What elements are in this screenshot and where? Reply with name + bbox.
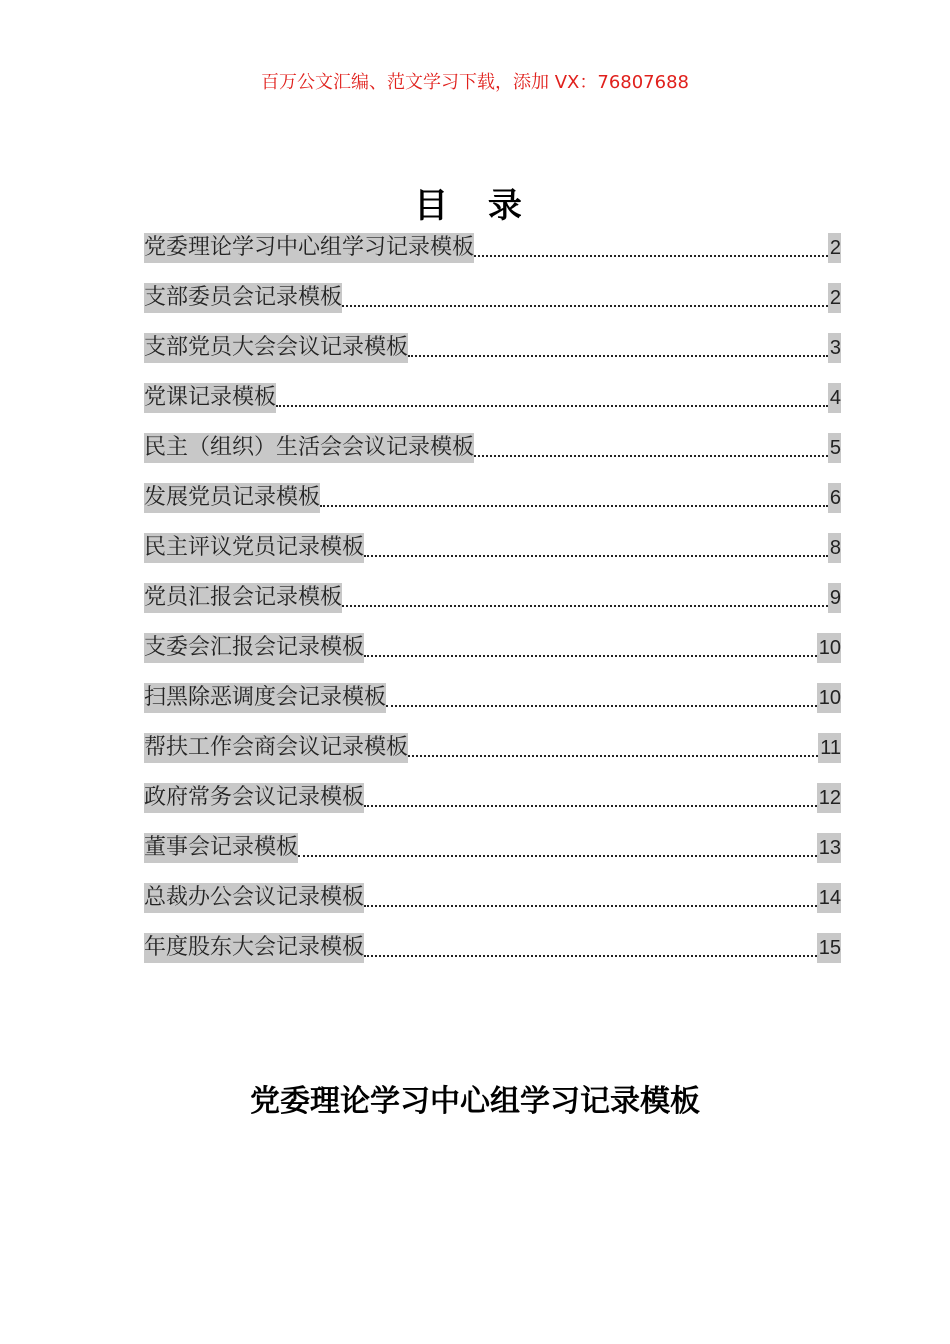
section-title: 党委理论学习中心组学习记录模板: [250, 1084, 700, 1119]
toc-entry[interactable]: [144, 533, 841, 563]
toc-leader-dots: [474, 433, 828, 463]
toc-leader-dots: [364, 633, 817, 663]
toc-leader-dots: [342, 283, 828, 313]
toc-entry[interactable]: [144, 283, 841, 313]
toc-entry-label: 党委理论学习中心组学习记录模板: [144, 233, 474, 263]
toc-leader-dots: [298, 833, 817, 863]
toc-entry-page: 2: [828, 283, 841, 313]
toc-entry-label: 党课记录模板: [144, 383, 276, 413]
header-note: 百万公文汇编、范文学习下载，添加 VX：76807688: [261, 72, 689, 93]
toc-leader-dots: [474, 233, 828, 263]
toc-leader-dots: [364, 933, 817, 963]
toc-entry[interactable]: [144, 333, 841, 363]
toc-entry[interactable]: [144, 683, 841, 713]
toc-leader-dots: [408, 333, 828, 363]
toc-entry-label: 政府常务会议记录模板: [144, 783, 364, 813]
toc-entry-page: 13: [817, 833, 841, 863]
toc-entry-label: 党员汇报会记录模板: [144, 583, 342, 613]
toc-entry[interactable]: [144, 833, 841, 863]
toc-leader-dots: [276, 383, 828, 413]
toc-leader-dots: [408, 733, 818, 763]
toc-leader-dots: [364, 883, 817, 913]
toc-entry[interactable]: [144, 383, 841, 413]
toc-entry-label: 支部党员大会会议记录模板: [144, 333, 408, 363]
toc-entry-label: 民主评议党员记录模板: [144, 533, 364, 563]
toc-entry[interactable]: [144, 583, 841, 613]
toc-title: 目 录: [414, 186, 536, 226]
toc-leader-dots: [364, 533, 828, 563]
toc-entry-label: 支委会汇报会记录模板: [144, 633, 364, 663]
toc-entry-page: 9: [828, 583, 841, 613]
toc-entry-label: 董事会记录模板: [144, 833, 298, 863]
toc-entry-page: 15: [817, 933, 841, 963]
toc-entry-label: 发展党员记录模板: [144, 483, 320, 513]
toc-entry-page: 6: [828, 483, 841, 513]
toc-entry[interactable]: [144, 233, 841, 263]
toc-entry[interactable]: [144, 633, 841, 663]
toc-entry-label: 扫黑除恶调度会记录模板: [144, 683, 386, 713]
toc-entry[interactable]: [144, 883, 841, 913]
toc-entry-label: 帮扶工作会商会议记录模板: [144, 733, 408, 763]
toc-leader-dots: [386, 683, 817, 713]
toc-entry-page: 2: [828, 233, 841, 263]
toc-entry-page: 4: [828, 383, 841, 413]
toc-entry-page: 5: [828, 433, 841, 463]
toc-entry[interactable]: [144, 733, 841, 763]
toc-entry-page: 14: [817, 883, 841, 913]
toc-entry-page: 10: [817, 683, 841, 713]
toc-entry[interactable]: [144, 933, 841, 963]
toc-entry-page: 3: [828, 333, 841, 363]
toc-entry[interactable]: [144, 783, 841, 813]
toc-leader-dots: [342, 583, 828, 613]
toc-entry[interactable]: [144, 433, 841, 463]
toc-entry-page: 12: [817, 783, 841, 813]
toc-entry-label: 支部委员会记录模板: [144, 283, 342, 313]
toc-entry-page: 8: [828, 533, 841, 563]
toc-entry-label: 年度股东大会记录模板: [144, 933, 364, 963]
toc-entry[interactable]: [144, 483, 841, 513]
toc-entry-label: 民主（组织）生活会会议记录模板: [144, 433, 474, 463]
toc-leader-dots: [364, 783, 817, 813]
toc-entry-page: 10: [817, 633, 841, 663]
toc-entry-page: 11: [818, 733, 841, 763]
toc-leader-dots: [320, 483, 828, 513]
toc-entry-label: 总裁办公会议记录模板: [144, 883, 364, 913]
